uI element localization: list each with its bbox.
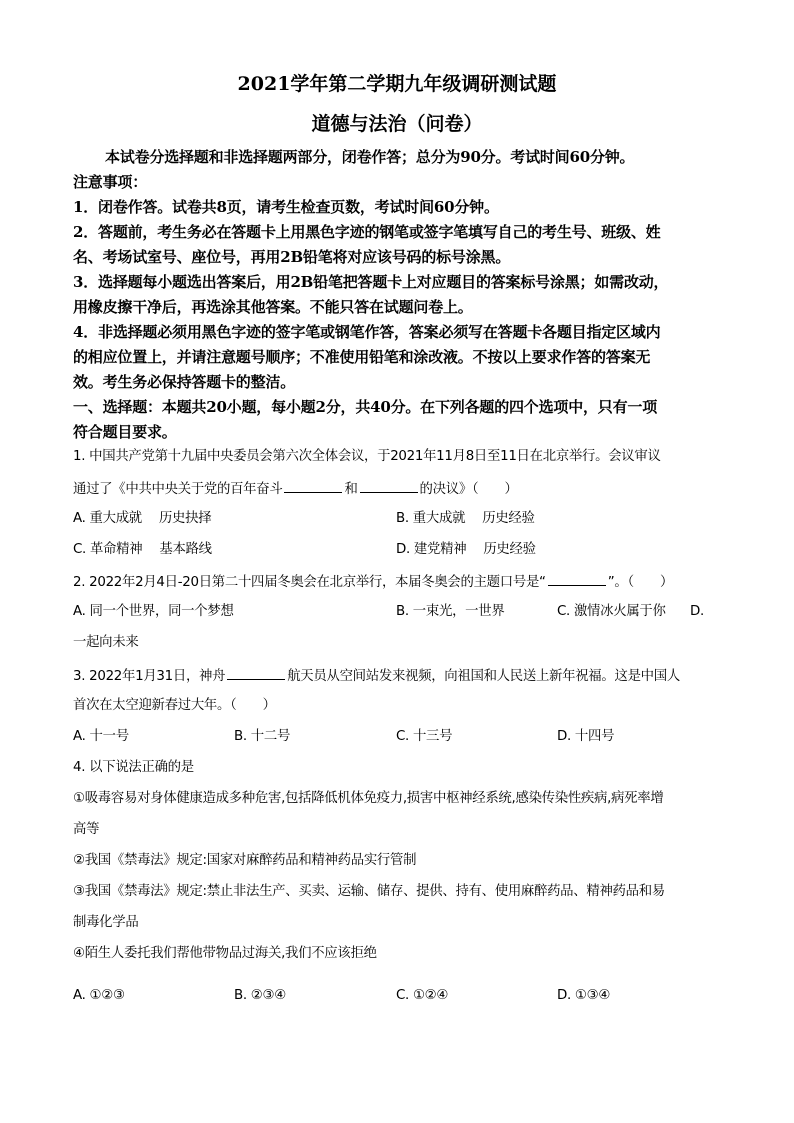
q1-option-c: C. 革命精神 基本路线 xyxy=(73,542,212,557)
q3-option-c: C. 十三号 xyxy=(396,729,453,744)
q2-option-d-label: D. xyxy=(690,604,704,619)
q2-stem-line1 xyxy=(73,571,733,593)
intro-text: 本试卷分选择题和非选择题两部分，闭卷作答；总分为90分。考试时间60分钟。 xyxy=(105,148,635,166)
q4-statement-1a: ①吸毒容易对身体健康造成多种危害,包括降低机体免疫力,损害中枢神经系统,感染传染性疾病,病死率增 xyxy=(73,791,664,806)
q4-option-c: C. ①②④ xyxy=(396,988,449,1003)
q3-stem-post: 航天员从空间站发来视频，向祖国和人民送上新年祝福。这是中国人 xyxy=(287,669,680,684)
q4-option-b: B. ②③④ xyxy=(234,988,286,1003)
q1-stem-line2 xyxy=(73,478,733,500)
q1-stem-post: 的决议》（ ） xyxy=(419,482,518,497)
q1-blank-2 xyxy=(360,478,418,493)
q2-blank xyxy=(548,571,606,586)
q1-stem-pre: 通过了《中共中央关于党的百年奋斗 xyxy=(73,482,283,497)
q3-stem-pre: 3. 2022年1月31日，神舟 xyxy=(73,669,226,684)
q4-option-a: A. ①②③ xyxy=(73,988,125,1003)
section-heading-a: 一、选择题：本题共20小题，每小题2分，共40分。在下列各题的四个选项中，只有一项 xyxy=(73,398,657,416)
notice-item-3a: 3．选择题每小题选出答案后，用2B铅笔把答题卡上对应题目的答案标号涂黑；如需改动， xyxy=(73,273,669,291)
q2-option-a: A. 同一个世界，同一个梦想 xyxy=(73,604,234,619)
q1-stem-mid: 和 xyxy=(344,482,358,497)
q1-blank-1 xyxy=(284,478,342,493)
q2-option-b: B. 一束光，一世界 xyxy=(396,604,505,619)
q4-option-d: D. ①③④ xyxy=(557,988,611,1003)
q2-stem-pre: 2. 2022年2月4日-20日第二十四届冬奥会在北京举行，本届冬奥会的主题口号是“ xyxy=(73,575,546,590)
q3-blank xyxy=(227,665,285,680)
q1-option-a: A. 重大成就 历史抉择 xyxy=(73,511,212,526)
notice-item-2b: 名、考场试室号、座位号，再用2B铅笔将对应该号码的标号涂黑。 xyxy=(73,248,511,266)
q4-statement-2: ②我国《禁毒法》规定:国家对麻醉药品和精神药品实行管制 xyxy=(73,853,417,868)
q3-option-a: A. 十一号 xyxy=(73,729,129,744)
section-heading-b: 符合题目要求。 xyxy=(73,423,177,441)
notice-item-1: 1．闭卷作答。试卷共8页，请考生检查页数，考试时间60分钟。 xyxy=(73,198,499,216)
q3-option-d: D. 十四号 xyxy=(557,729,615,744)
q1-option-d: D. 建党精神 历史经验 xyxy=(396,542,536,557)
q2-stem-post: ”。（ ） xyxy=(607,575,674,590)
q3-stem-line1 xyxy=(73,665,733,687)
q1-option-b: B. 重大成就 历史经验 xyxy=(396,511,535,526)
q2-option-d-text: 一起向未来 xyxy=(73,635,139,650)
q2-option-c: C. 激情冰火属于你 xyxy=(557,604,666,619)
notice-item-3b: 用橡皮擦干净后，再选涂其他答案。不能只答在试题问卷上。 xyxy=(73,298,473,316)
q4-statement-4: ④陌生人委托我们帮他带物品过海关,我们不应该拒绝 xyxy=(73,946,377,961)
notice-item-4b: 的相应位置上，并请注意题号顺序；不准使用铅笔和涂改液。不按以上要求作答的答案无 xyxy=(73,348,651,366)
q4-stem: 4. 以下说法正确的是 xyxy=(73,760,194,775)
notice-item-2a: 2．答题前，考生务必在答题卡上用黑色字迹的钢笔或签字笔填写自己的考生号、班级、姓 xyxy=(73,223,661,241)
exam-title: 2021学年第二学期九年级调研测试题 xyxy=(237,73,557,95)
q3-stem-line2: 首次在太空迎新春过大年。（ ） xyxy=(73,698,276,713)
notice-heading: 注意事项： xyxy=(73,173,148,191)
q4-statement-1b: 高等 xyxy=(73,822,100,837)
exam-subtitle: 道德与法治（问卷） xyxy=(311,113,483,135)
notice-item-4a: 4．非选择题必须用黑色字迹的签字笔或钢笔作答，答案必须写在答题卡各题目指定区域内 xyxy=(73,323,661,341)
q4-statement-3a: ③我国《禁毒法》规定:禁止非法生产、买卖、运输、储存、提供、持有、使用麻醉药品、精神药品和易 xyxy=(73,884,665,899)
q3-option-b: B. 十二号 xyxy=(234,729,291,744)
q1-stem-line1: 1. 中国共产党第十九届中央委员会第六次全体会议，于2021年11月8日至11日在北京举行。会议审议 xyxy=(73,449,661,464)
q4-statement-3b: 制毒化学品 xyxy=(73,915,139,930)
notice-item-4c: 效。考生务必保持答题卡的整洁。 xyxy=(73,373,296,391)
